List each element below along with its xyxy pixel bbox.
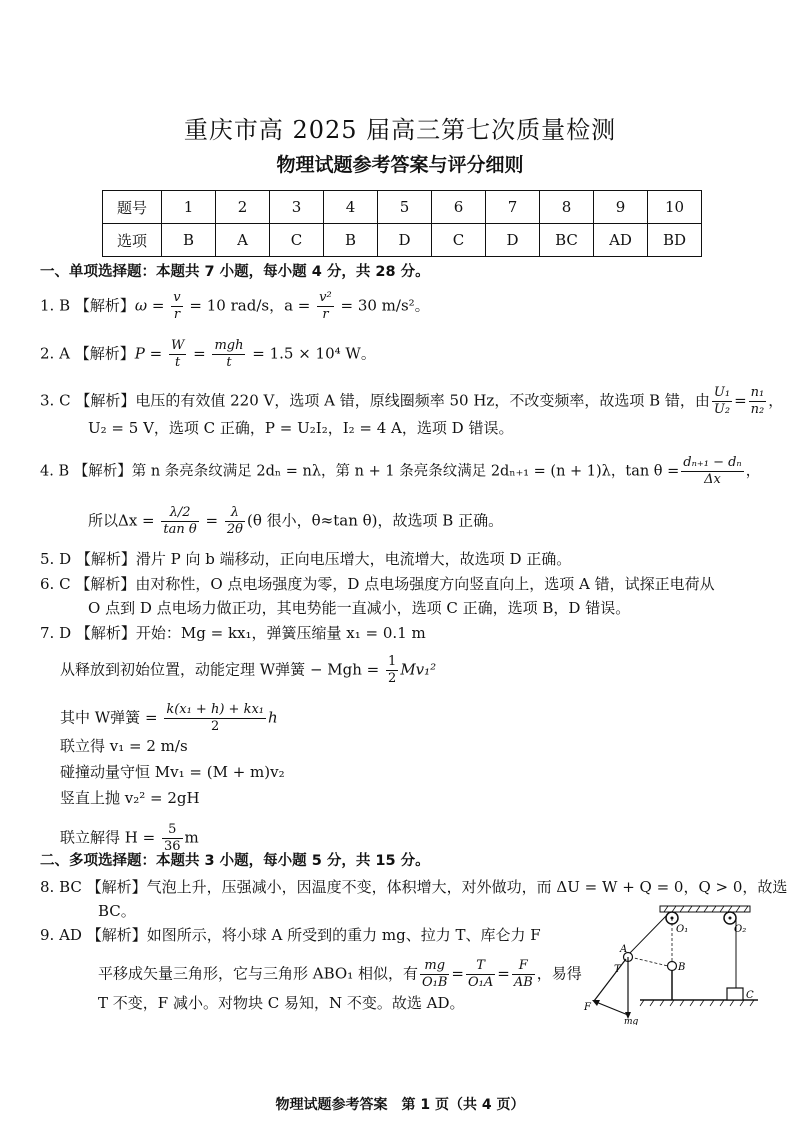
- answer-item-q5: [40, 549, 571, 569]
- denominator: 2θ: [226, 522, 243, 537]
- answer-row: [103, 224, 702, 257]
- item-number: 6. C: [40, 575, 71, 593]
- item-text: = 1.5 × 10⁴ W。: [252, 344, 376, 363]
- q7-step: 联立得 v₁ = 2 m/s: [60, 737, 188, 755]
- numerator: W: [170, 338, 185, 353]
- analysis-tag: 【解析】: [74, 296, 135, 315]
- item-text: m: [184, 828, 199, 847]
- item-number: 1. B: [40, 296, 71, 315]
- item-text: ，: [768, 391, 784, 410]
- row-header: 题号: [103, 191, 162, 224]
- item-number: 8. BC: [40, 878, 82, 896]
- item-text: h: [267, 708, 278, 727]
- answer-cell: A: [216, 224, 270, 257]
- denominator: Δx: [704, 472, 721, 487]
- numerator: T: [466, 958, 495, 975]
- answer-item-q3: [40, 385, 783, 418]
- analysis-tag: 【解析】: [86, 926, 147, 944]
- analysis-tag: 【解析】: [75, 391, 136, 410]
- fraction: [225, 505, 245, 538]
- numerator: λ: [225, 505, 245, 522]
- numerator: v²: [319, 290, 332, 305]
- denominator: t: [226, 355, 232, 370]
- denominator: O₁A: [468, 975, 494, 990]
- item-text: 联立解得 H =: [60, 828, 156, 847]
- question-number: 6: [432, 191, 486, 224]
- question-number: 7: [486, 191, 540, 224]
- question-number-row: [103, 191, 702, 224]
- denominator: r: [322, 307, 329, 322]
- force-f: [596, 1002, 628, 1015]
- item-text: ，易得: [536, 964, 582, 983]
- item-text: P =: [134, 344, 163, 363]
- item-text: =: [451, 964, 464, 983]
- item-number: 9. AD: [40, 926, 82, 944]
- label-f: F: [584, 1002, 591, 1013]
- denominator: AB: [513, 975, 533, 990]
- label-o1: O₁: [676, 924, 689, 935]
- page-title: 重庆市高 2025 届高三第七次质量检测: [183, 116, 617, 144]
- page-subtitle: 物理试题参考答案与评分细则: [276, 154, 524, 176]
- fraction: [169, 338, 186, 371]
- denominator: n₂: [750, 402, 765, 417]
- answer-cell: D: [378, 224, 432, 257]
- analysis-tag: 【解析】: [75, 575, 136, 593]
- fraction: [749, 385, 767, 418]
- item-text: =: [193, 344, 206, 363]
- section-heading-multi: 二、多项选择题：本题共 3 小题，每小题 5 分，共 15 分。: [40, 853, 430, 869]
- item-text: Mv₁²: [400, 660, 437, 679]
- denominator: O₁B: [421, 975, 448, 990]
- item-text: = 30 m/s²。: [340, 296, 430, 315]
- rope-a-o1: [628, 914, 668, 955]
- item-number: 2. A: [40, 344, 70, 363]
- section-heading-single: 一、单项选择题：本题共 7 小题，每小题 4 分，共 28 分。: [40, 264, 430, 280]
- item-text: 平移成矢量三角形，它与三角形 ABO₁ 相似，有: [98, 964, 418, 983]
- item-text: 所以Δx =: [88, 511, 155, 530]
- answer-item-q4-cont: [88, 505, 503, 538]
- item-text: 第 n 条亮条纹满足 2dₙ = nλ，第 n + 1 条亮条纹满足 2dₙ₊₁ = (n + 1)λ，tan θ =: [131, 463, 680, 480]
- answer-cell: AD: [594, 224, 648, 257]
- fraction: [512, 958, 535, 991]
- answer-item-q9-cont2: T 不变，F 减小。对物块 C 易知，N 不变。故选 AD。: [98, 994, 465, 1012]
- label-a: A: [620, 944, 628, 955]
- item-text: ω =: [134, 296, 165, 315]
- item-text: 电压的有效值 220 V，选项 A 错，原线圈频率 50 Hz，不改变频率，故选项 B 错，由: [135, 391, 710, 410]
- physics-diagram-figure: [580, 900, 760, 1025]
- item-text: = 10 rad/s，a =: [189, 296, 311, 315]
- denominator: r: [173, 307, 181, 322]
- question-number: 4: [324, 191, 378, 224]
- item-text: =: [205, 511, 219, 530]
- question-number: 1: [162, 191, 216, 224]
- denominator: 36: [163, 839, 181, 854]
- label-o2: O₂: [734, 924, 747, 935]
- numerator: mgh: [214, 338, 244, 353]
- ground-hatch: [640, 1000, 754, 1006]
- item-text: 气泡上升，压强减小，因温度不变，体积增大，对外做功，而 ΔU = W + Q = 0，Q > 0，故选: [146, 878, 788, 896]
- q7-step: [60, 654, 436, 687]
- fraction: [681, 455, 743, 488]
- numerator: dₙ₊₁ − dₙ: [683, 455, 742, 470]
- item-text: 其中 W弹簧 =: [60, 708, 158, 727]
- pulley-o2-center: [729, 917, 732, 920]
- item-text: =: [497, 964, 510, 983]
- analysis-tag: 【解析】: [86, 878, 147, 896]
- charge-b: [668, 962, 677, 971]
- question-number: 8: [540, 191, 594, 224]
- denominator: 2: [211, 719, 220, 734]
- answer-cell: B: [324, 224, 378, 257]
- item-text: 开始：Mg = kx₁，弹簧压缩量 x₁ = 0.1 m: [135, 624, 426, 642]
- denominator: tan θ: [163, 522, 197, 537]
- numerator: 5: [162, 822, 183, 839]
- answer-item-q9: [40, 925, 541, 945]
- numerator: k(x₁ + h) + kx₁: [166, 702, 264, 717]
- numerator: mg: [420, 958, 449, 975]
- numerator: 1: [388, 654, 397, 669]
- answer-item-q3-cont: U₂ = 5 V，选项 C 正确，P = U₂I₂，I₂ = 4 A，选项 D 错误。: [88, 419, 514, 437]
- question-number: 3: [270, 191, 324, 224]
- question-number: 10: [648, 191, 702, 224]
- fraction: [466, 958, 495, 991]
- numerator: v: [173, 290, 181, 305]
- item-number: 4. B: [40, 463, 70, 480]
- numerator: U₁: [713, 385, 731, 400]
- fraction: [171, 290, 182, 323]
- q7-step: [60, 702, 278, 735]
- denominator: t: [175, 355, 181, 370]
- answer-item-q8: [40, 877, 787, 897]
- numerator: λ/2: [161, 505, 198, 522]
- page-footer: 物理试题参考答案 第 1 页（共 4 页）: [275, 1097, 525, 1113]
- label-c: C: [746, 990, 754, 1001]
- analysis-tag: 【解析】: [74, 344, 135, 363]
- numerator: F: [512, 958, 535, 975]
- answer-item-q1: [40, 290, 430, 323]
- answer-item-q6-cont: O 点到 D 点电场力做正功，其电势能一直减小，选项 C 正确，选项 B，D 错误。: [88, 599, 631, 617]
- label-t: T: [614, 964, 621, 975]
- answer-cell: D: [486, 224, 540, 257]
- question-number: 2: [216, 191, 270, 224]
- analysis-tag: 【解析】: [73, 463, 132, 480]
- fraction: [420, 958, 449, 991]
- fraction: [161, 505, 198, 538]
- label-b: B: [678, 962, 686, 973]
- answer-item-q7: [40, 623, 426, 643]
- dashed-a-b: [630, 957, 668, 966]
- answer-table: [102, 190, 702, 257]
- question-number: 5: [378, 191, 432, 224]
- item-number: 5. D: [40, 550, 72, 568]
- answer-item-q6: [40, 574, 715, 594]
- answer-cell: BC: [540, 224, 594, 257]
- numerator: n₁: [750, 385, 765, 400]
- label-mg: mg: [624, 1017, 639, 1025]
- item-text: =: [734, 391, 747, 410]
- answer-item-q4: [40, 455, 760, 488]
- item-number: 3. C: [40, 391, 71, 410]
- item-number: 7. D: [40, 624, 72, 642]
- q7-step: 碰撞动量守恒 Mv₁ = (M + m)v₂: [60, 763, 285, 781]
- denominator: 2: [388, 671, 397, 686]
- denominator: U₂: [713, 402, 731, 417]
- fraction: [317, 290, 334, 323]
- analysis-tag: 【解析】: [75, 550, 136, 568]
- item-text: (θ 很小，θ≈tan θ)，故选项 B 正确。: [246, 511, 504, 530]
- item-text: 如图所示，将小球 A 所受到的重力 mg、拉力 T、库仑力 F: [146, 926, 541, 944]
- fraction: [712, 385, 732, 418]
- answer-cell: C: [432, 224, 486, 257]
- block-c: [727, 988, 743, 1000]
- answer-cell: B: [162, 224, 216, 257]
- item-text: 滑片 P 向 b 端移动，正向电压增大，电流增大，故选项 D 正确。: [135, 550, 572, 568]
- item-text: 由对称性，O 点电场强度为零，D 点电场强度方向竖直向上，选项 A 错，试探正电荷从: [135, 575, 715, 593]
- analysis-tag: 【解析】: [75, 624, 136, 642]
- question-number: 9: [594, 191, 648, 224]
- row-header: 选项: [103, 224, 162, 257]
- answer-cell: BD: [648, 224, 702, 257]
- fraction: [164, 702, 266, 735]
- fraction: [212, 338, 245, 371]
- answer-item-q9-cont: [98, 958, 582, 991]
- fraction: [386, 654, 398, 687]
- answer-item-q8-cont: BC。: [98, 902, 136, 920]
- force-t: [594, 959, 626, 1001]
- item-text: ，: [745, 463, 761, 480]
- item-text: 从释放到初始位置，动能定理 W弹簧 − Mgh =: [60, 660, 380, 679]
- answer-cell: C: [270, 224, 324, 257]
- q7-step: 竖直上抛 v₂² = 2gH: [60, 789, 200, 807]
- answer-item-q2: [40, 338, 376, 371]
